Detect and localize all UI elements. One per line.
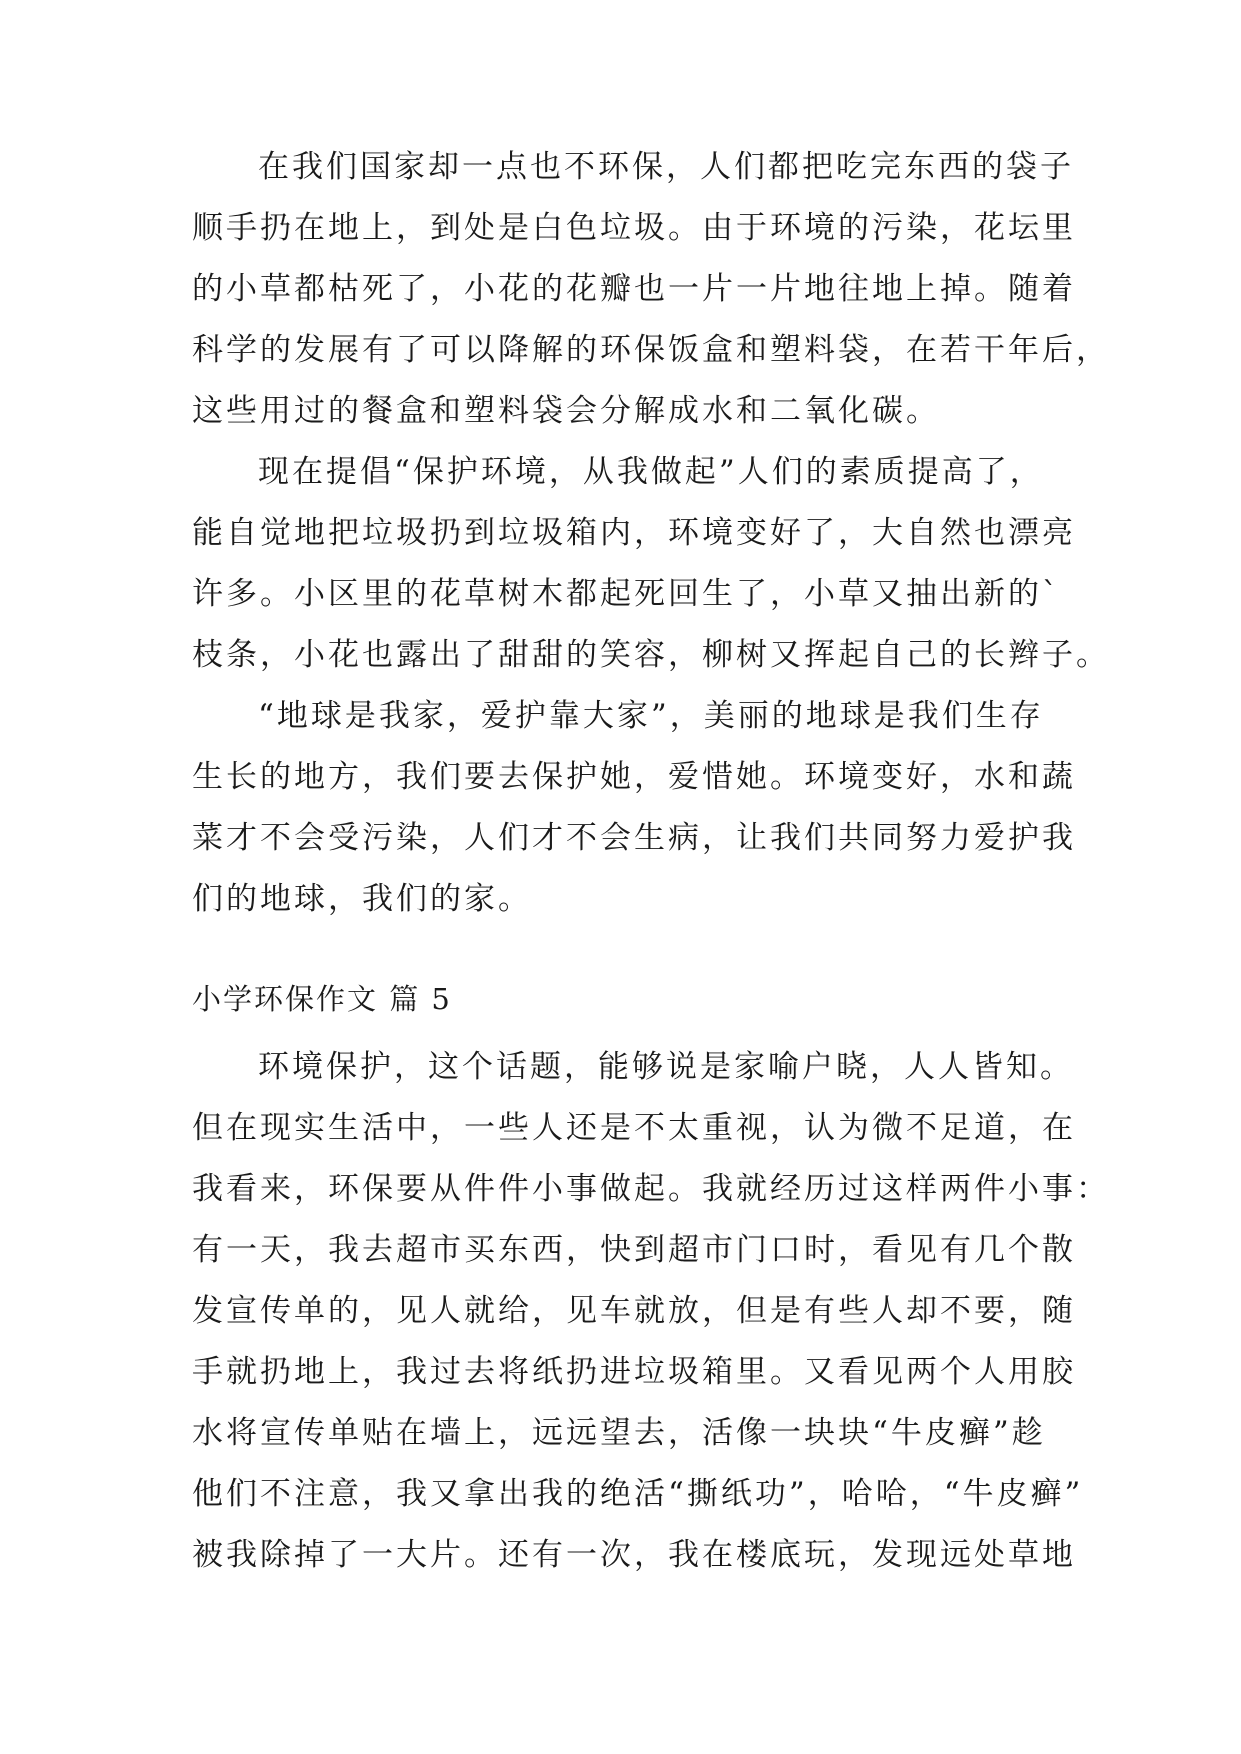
paragraph-4-line-4: 有一天，我去超市买东西，快到超市门口时，看见有几个散 <box>192 1232 1076 1268</box>
paragraph-4-line-3: 我看来，环保要从件件小事做起。我就经历过这样两件小事： <box>192 1171 1110 1207</box>
paragraph-4-line-6: 手就扔地上，我过去将纸扔进垃圾箱里。又看见两个人用胶 <box>192 1354 1076 1390</box>
paragraph-4-line-8: 他们不注意，我又拿出我的绝活“撕纸功”，哈哈，“牛皮癣” <box>192 1476 1084 1512</box>
paragraph-3-line-3: 菜才不会受污染，人们才不会生病，让我们共同努力爱护我 <box>192 820 1076 856</box>
paragraph-3-line-2: 生长的地方，我们要去保护她，爱惜她。环境变好，水和蔬 <box>192 759 1076 795</box>
paragraph-1-line-3: 的小草都枯死了，小花的花瓣也一片一片地往地上掉。随着 <box>192 271 1076 307</box>
paragraph-4-line-9: 被我除掉了一大片。还有一次，我在楼底玩，发现远处草地 <box>192 1537 1076 1573</box>
paragraph-1-line-1: 在我们国家却一点也不环保，人们都把吃完东西的袋子 <box>258 149 1074 185</box>
paragraph-3-line-1: “地球是我家，爱护靠大家”，美丽的地球是我们生存 <box>258 698 1044 734</box>
paragraph-2-line-3: 许多。小区里的花草树木都起死回生了，小草又抽出新的` <box>192 576 1061 612</box>
section-title: 小学环保作文 篇 5 <box>192 982 452 1016</box>
paragraph-1-line-5: 这些用过的餐盒和塑料袋会分解成水和二氧化碳。 <box>192 393 940 429</box>
paragraph-4-line-2: 但在现实生活中，一些人还是不太重视，认为微不足道，在 <box>192 1110 1076 1146</box>
paragraph-4-line-1: 环境保护，这个话题，能够说是家喻户晓，人人皆知。 <box>258 1049 1074 1085</box>
paragraph-1-line-2: 顺手扔在地上，到处是白色垃圾。由于环境的污染，花坛里 <box>192 210 1076 246</box>
paragraph-2-line-2: 能自觉地把垃圾扔到垃圾箱内，环境变好了，大自然也漂亮 <box>192 515 1076 551</box>
paragraph-1-line-4: 科学的发展有了可以降解的环保饭盒和塑料袋，在若干年后， <box>192 332 1110 368</box>
paragraph-4-line-7: 水将宣传单贴在墙上，远远望去，活像一块块“牛皮癣”趁 <box>192 1415 1046 1451</box>
paragraph-3-line-4: 们的地球，我们的家。 <box>192 881 532 917</box>
paragraph-4-line-5: 发宣传单的，见人就给，见车就放，但是有些人却不要，随 <box>192 1293 1076 1329</box>
paragraph-2-line-4: 枝条，小花也露出了甜甜的笑容，柳树又挥起自己的长辫子。 <box>192 637 1110 673</box>
paragraph-2-line-1: 现在提倡“保护环境，从我做起”人们的素质提高了， <box>258 454 1044 490</box>
